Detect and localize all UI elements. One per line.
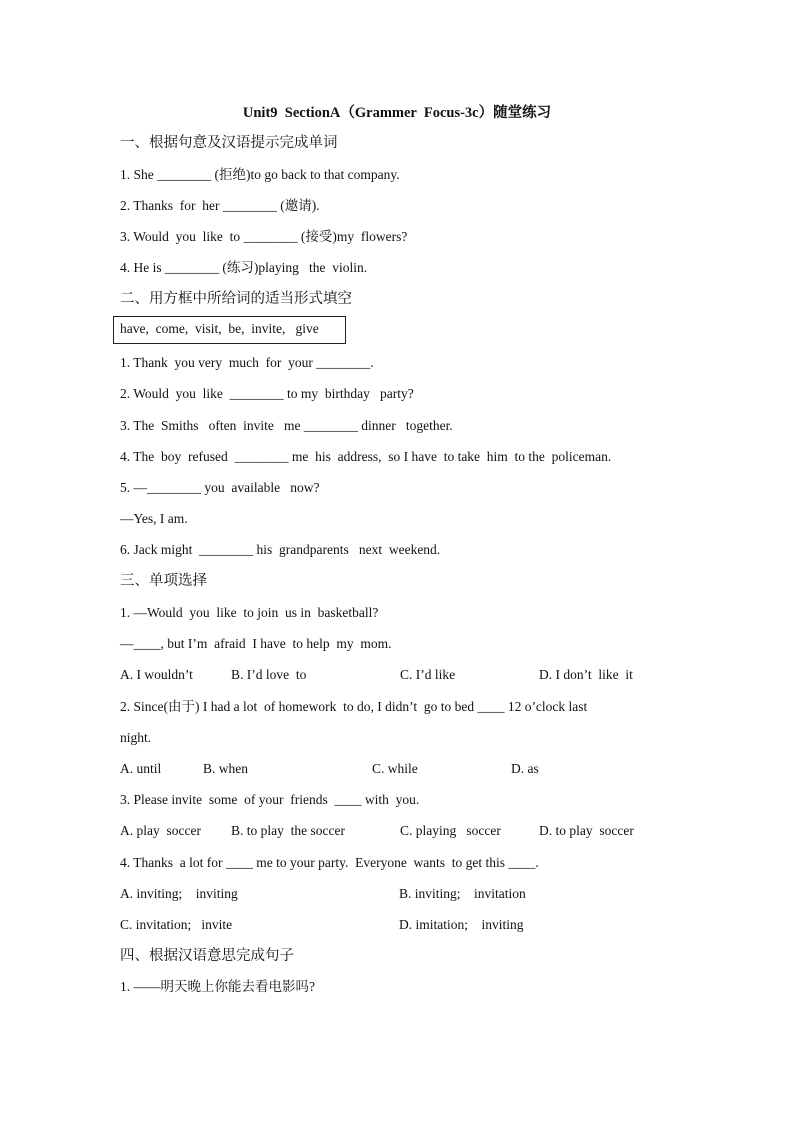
part2-item-5: 5. —________ you available now? xyxy=(120,480,320,495)
part3-heading: 三、单项选择 xyxy=(120,573,207,589)
q1-option-a: A. I wouldn’t xyxy=(120,667,193,682)
q3-option-b: B. to play the soccer xyxy=(231,823,345,838)
q4-option-d: D. imitation; inviting xyxy=(399,917,524,932)
part1-item-2: 2. Thanks for her ________ (邀请). xyxy=(120,198,320,213)
part1-heading: 一、根据句意及汉语提示完成单词 xyxy=(120,135,338,151)
q1-stem: 1. —Would you like to join us in basketball? xyxy=(120,605,379,620)
q2-stem: 2. Since(由于) I had a lot of homework to do, I didn’t go to bed ____ 12 o’clock last xyxy=(120,699,588,714)
word-box xyxy=(113,316,346,344)
part2-item-4: 4. The boy refused ________ me his address, so I have to take him to the policeman. xyxy=(120,449,612,464)
part4-heading: 四、根据汉语意思完成句子 xyxy=(120,948,294,964)
q3-option-d: D. to play soccer xyxy=(539,823,634,838)
q1-option-c: C. I’d like xyxy=(400,667,456,682)
q2-option-b: B. when xyxy=(203,761,248,776)
q1-option-b: B. I’d love to xyxy=(231,667,307,682)
q2-option-c: C. while xyxy=(372,761,418,776)
part2-item-3: 3. The Smiths often invite me ________ dinner together. xyxy=(120,418,453,433)
part1-item-1: 1. She ________ (拒绝)to go back to that company. xyxy=(120,167,400,182)
part4-item-1: 1. ——明天晚上你能去看电影吗? xyxy=(120,979,315,994)
q3-option-a: A. play soccer xyxy=(120,823,201,838)
part2-item-6: 6. Jack might ________ his grandparents next weekend. xyxy=(120,542,441,557)
q2-option-d: D. as xyxy=(511,761,539,776)
q1-option-d: D. I don’t like it xyxy=(539,667,633,682)
part1-item-4: 4. He is ________ (练习)playing the violin. xyxy=(120,260,368,275)
q4-option-c: C. invitation; invite xyxy=(120,917,233,932)
q2-option-a: A. until xyxy=(120,761,162,776)
part2-item-5-answer: —Yes, I am. xyxy=(120,511,188,526)
part1-item-3: 3. Would you like to ________ (接受)my flowers? xyxy=(120,229,408,244)
word-box-text: have, come, visit, be, invite, give xyxy=(120,321,319,336)
page-title: Unit9 SectionA（Grammer Focus-3c）随堂练习 xyxy=(242,105,552,121)
q4-option-b: B. inviting; invitation xyxy=(399,886,526,901)
part2-item-1: 1. Thank you very much for your ________. xyxy=(120,355,374,370)
q2-stem-line2: night. xyxy=(120,730,152,745)
q4-stem: 4. Thanks a lot for ____ me to your party. Everyone wants to get this ____. xyxy=(120,855,539,870)
q4-option-a: A. inviting; inviting xyxy=(120,886,238,901)
q3-stem: 3. Please invite some of your friends ____ with you. xyxy=(120,792,420,807)
part2-item-2: 2. Would you like ________ to my birthday party? xyxy=(120,386,414,401)
part2-heading: 二、用方框中所给词的适当形式填空 xyxy=(120,291,352,307)
q1-stem-line2: —____, but I’m afraid I have to help my mom. xyxy=(120,636,392,651)
q3-option-c: C. playing soccer xyxy=(400,823,501,838)
